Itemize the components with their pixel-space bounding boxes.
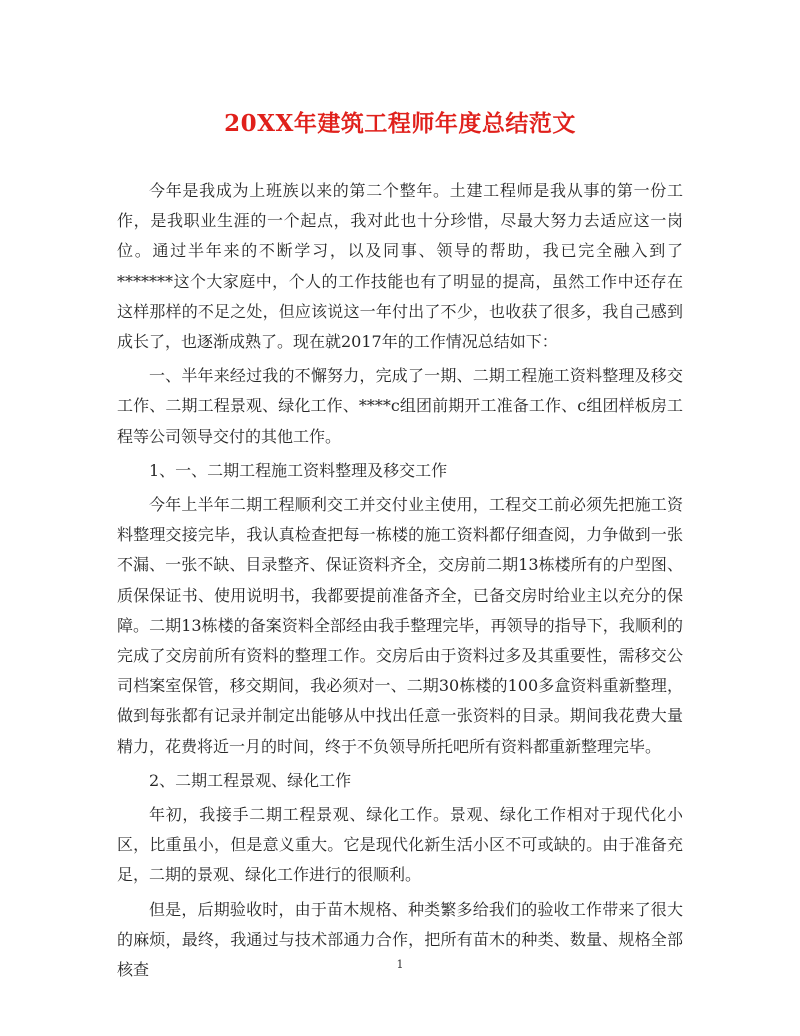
page-number: 1 <box>396 958 404 971</box>
paragraph-section-1: 今年上半年二期工程顺利交工并交付业主使用，工程交工前必须先把施工资料整理交接完毕，我认真检查把每一栋楼的施工资料都仔细查阅，力争做到一张不漏、一张不缺、目录整齐、保证资料齐全，交房前二期13栋楼所有的户型图、质保保证书、使用说明书，我都要提前准备齐全，已备交房时给业主以充分的保障。二期13栋楼的备案资料全部经由我手整理完毕，再领导的指导下，我顺利的完成了交房前所有资料的整理工作。交房后由于资料过多及其重要性，需移交公司档案室保管，移交期间，我必须对一、二期30栋楼的100多盒资料重新整理，做到每张都有记录并制定出能够从中找出任意一张资料的目录。期间我花费大量精力，花费将近一月的时间，终于不负领导所托吧所有资料都重新整理完毕。 <box>117 495 683 756</box>
paragraph-overview: 一、半年来经过我的不懈努力，完成了一期、二期工程施工资料整理及移交工作、二期工程景观、绿化工作、****c组团前期开工准备工作、c组团样板房工程等公司领导交付的其他工作。 <box>117 366 683 446</box>
paragraph-section-2-continued: 但是，后期验收时，由于苗木规格、种类繁多给我们的验收工作带来了很大的麻烦，最终，我通过与技术部通力合作，把所有苗木的种类、数量、规格全部核查 <box>117 899 683 980</box>
paragraph-intro: 今年是我成为上班族以来的第二个整年。土建工程师是我从事的第一份工作，是我职业生涯的一个起点，我对此也十分珍惜，尽最大努力去适应这一岗位。通过半年来的不断学习，以及同事、领导的帮助，我已完全融入到了*******这个大家庭中，个人的工作技能也有了明显的提高，虽然工作中还存在这样那样的不足之处，但应该说这一年付出了不少，也收获了很多，我自己感到成长了，也逐渐成熟了。现在就2017年的工作情况总结如下： <box>117 181 683 352</box>
document-body <box>117 176 683 989</box>
document-title: 20XX年建筑工程师年度总结范文 <box>224 110 576 137</box>
paragraph-section-2: 年初，我接手二期工程景观、绿化工作。景观、绿化工作相对于现代化小区，比重虽小，但是意义重大。它是现代化新生活小区不可或缺的。由于准备充足，二期的景观、绿化工作进行的很顺利。 <box>117 805 683 885</box>
section-heading-2: 2、二期工程景观、绿化工作 <box>149 770 352 790</box>
section-heading-1: 1、一、二期工程施工资料整理及移交工作 <box>149 460 448 480</box>
